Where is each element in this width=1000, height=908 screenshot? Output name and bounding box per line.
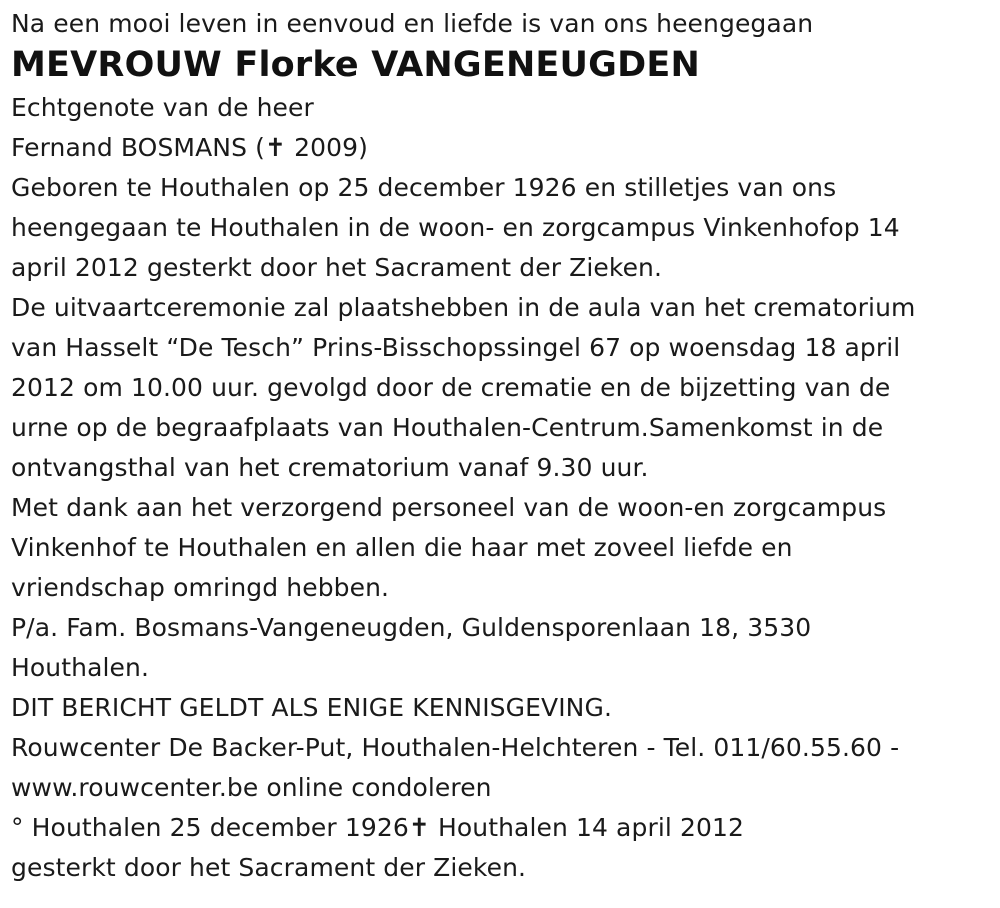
summary-note: gesterkt door het Sacrament der Zieken. bbox=[11, 853, 527, 882]
ceremony-line: 2012 om 10.00 uur. gevolgd door de crematie en de bijzetting van de bbox=[11, 373, 891, 402]
summary-birth: ° Houthalen 25 december 1926 bbox=[11, 813, 409, 842]
thanks-line: Vinkenhof te Houthalen en allen die haar met zoveel liefde en bbox=[11, 533, 793, 562]
ceremony-line: De uitvaartceremonie zal plaatshebben in de aula van het crematorium bbox=[11, 293, 916, 322]
funeral-home-line: www.rouwcenter.be online condoleren bbox=[11, 773, 492, 802]
address-line: Houthalen. bbox=[11, 653, 150, 682]
ceremony-line: van Hasselt “De Tesch” Prins-Bisschopssingel 67 op woensdag 18 april bbox=[11, 333, 901, 362]
cross-icon: ✝ bbox=[264, 133, 287, 162]
birth-death-line: april 2012 gesterkt door het Sacrament der Zieken. bbox=[11, 253, 663, 282]
official-notice: DIT BERICHT GELDT ALS ENIGE KENNISGEVING. bbox=[11, 693, 612, 722]
spouse-name: Fernand BOSMANS ( bbox=[11, 133, 265, 162]
funeral-home-line: Rouwcenter De Backer-Put, Houthalen-Helchteren - Tel. 011/60.55.60 - bbox=[11, 733, 900, 762]
ceremony-line: ontvangsthal van het crematorium vanaf 9.30 uur. bbox=[11, 453, 649, 482]
ceremony-line: urne op de begraafplaats van Houthalen-Centrum.Samenkomst in de bbox=[11, 413, 884, 442]
summary-death: Houthalen 14 april 2012 bbox=[429, 813, 744, 842]
deceased-name: MEVROUW Florke VANGENEUGDEN bbox=[11, 45, 700, 85]
spouse-line: Echtgenote van de heer bbox=[11, 93, 314, 122]
summary-dates-line bbox=[11, 808, 986, 848]
birth-death-line: heengegaan te Houthalen in de woon- en zorgcampus Vinkenhofop 14 bbox=[11, 213, 900, 242]
spouse-death-year: 2009) bbox=[286, 133, 368, 162]
death-notice bbox=[11, 6, 986, 888]
thanks-line: vriendschap omringd hebben. bbox=[11, 573, 390, 602]
intro-line: Na een mooi leven in eenvoud en liefde is van ons heengegaan bbox=[11, 9, 814, 38]
address-line: P/a. Fam. Bosmans-Vangeneugden, Guldensporenlaan 18, 3530 bbox=[11, 613, 812, 642]
spouse-name-line bbox=[11, 128, 986, 168]
thanks-line: Met dank aan het verzorgend personeel van de woon-en zorgcampus bbox=[11, 493, 887, 522]
birth-death-line: Geboren te Houthalen op 25 december 1926 en stilletjes van ons bbox=[11, 173, 837, 202]
cross-icon: ✝ bbox=[408, 813, 430, 842]
